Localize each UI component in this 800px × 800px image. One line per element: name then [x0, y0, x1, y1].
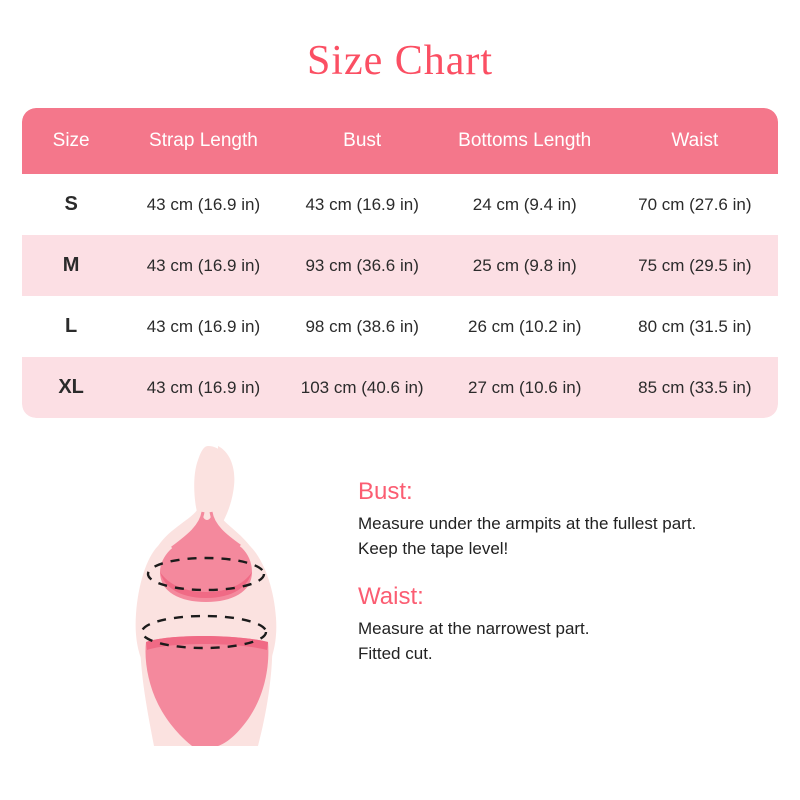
cell-waist-m: 75 cm (29.5 in) [612, 235, 778, 296]
note-heading-waist: Waist: [358, 583, 424, 611]
cell-strap-s: 43 cm (16.9 in) [120, 174, 286, 235]
note-body-waist [358, 617, 778, 666]
column-header-bottoms-length: Bottoms Length [438, 108, 612, 174]
cell-size-xl: XL [22, 357, 120, 418]
cell-bust-s: 43 cm (16.9 in) [287, 174, 438, 235]
cell-bottoms-l: 26 cm (10.2 in) [438, 296, 612, 357]
cell-strap-m: 43 cm (16.9 in) [120, 235, 286, 296]
cell-bottoms-s: 24 cm (9.4 in) [438, 174, 612, 235]
cell-strap-l: 43 cm (16.9 in) [120, 296, 286, 357]
table-row [22, 357, 778, 418]
table-row [22, 174, 778, 235]
cell-size-s: S [22, 174, 120, 235]
measure-notes [352, 446, 778, 746]
note-body-waist-text: Measure at the narrowest part. Fitted cut. [358, 619, 590, 663]
cell-size-m: M [22, 235, 120, 296]
size-table-head [22, 108, 778, 174]
cell-bottoms-xl: 27 cm (10.6 in) [438, 357, 612, 418]
body-figure-svg [22, 446, 352, 746]
measure-guide-section [0, 446, 800, 746]
note-body-bust [358, 512, 778, 561]
cell-bust-l: 98 cm (38.6 in) [287, 296, 438, 357]
page-title: Size Chart [306, 38, 494, 84]
cell-waist-xl: 85 cm (33.5 in) [612, 357, 778, 418]
size-table-body [22, 174, 778, 418]
table-row [22, 296, 778, 357]
note-body-bust-text: Measure under the armpits at the fullest part. Keep the tape level! [358, 514, 697, 558]
cell-strap-xl: 43 cm (16.9 in) [120, 357, 286, 418]
figure-illustration [22, 446, 352, 746]
size-table-container [22, 108, 778, 418]
column-header-size: Size [22, 108, 120, 174]
column-header-strap-length: Strap Length [120, 108, 286, 174]
cell-bust-m: 93 cm (36.6 in) [287, 235, 438, 296]
cell-bottoms-m: 25 cm (9.8 in) [438, 235, 612, 296]
note-heading-bust: Bust: [358, 478, 413, 505]
cell-bust-xl: 103 cm (40.6 in) [287, 357, 438, 418]
size-table [22, 108, 778, 418]
cell-waist-l: 80 cm (31.5 in) [612, 296, 778, 357]
column-header-bust: Bust [287, 108, 438, 174]
cell-size-l: L [22, 296, 120, 357]
table-row [22, 235, 778, 296]
cell-waist-s: 70 cm (27.6 in) [612, 174, 778, 235]
table-header-row [22, 108, 778, 174]
column-header-waist: Waist [612, 108, 778, 174]
